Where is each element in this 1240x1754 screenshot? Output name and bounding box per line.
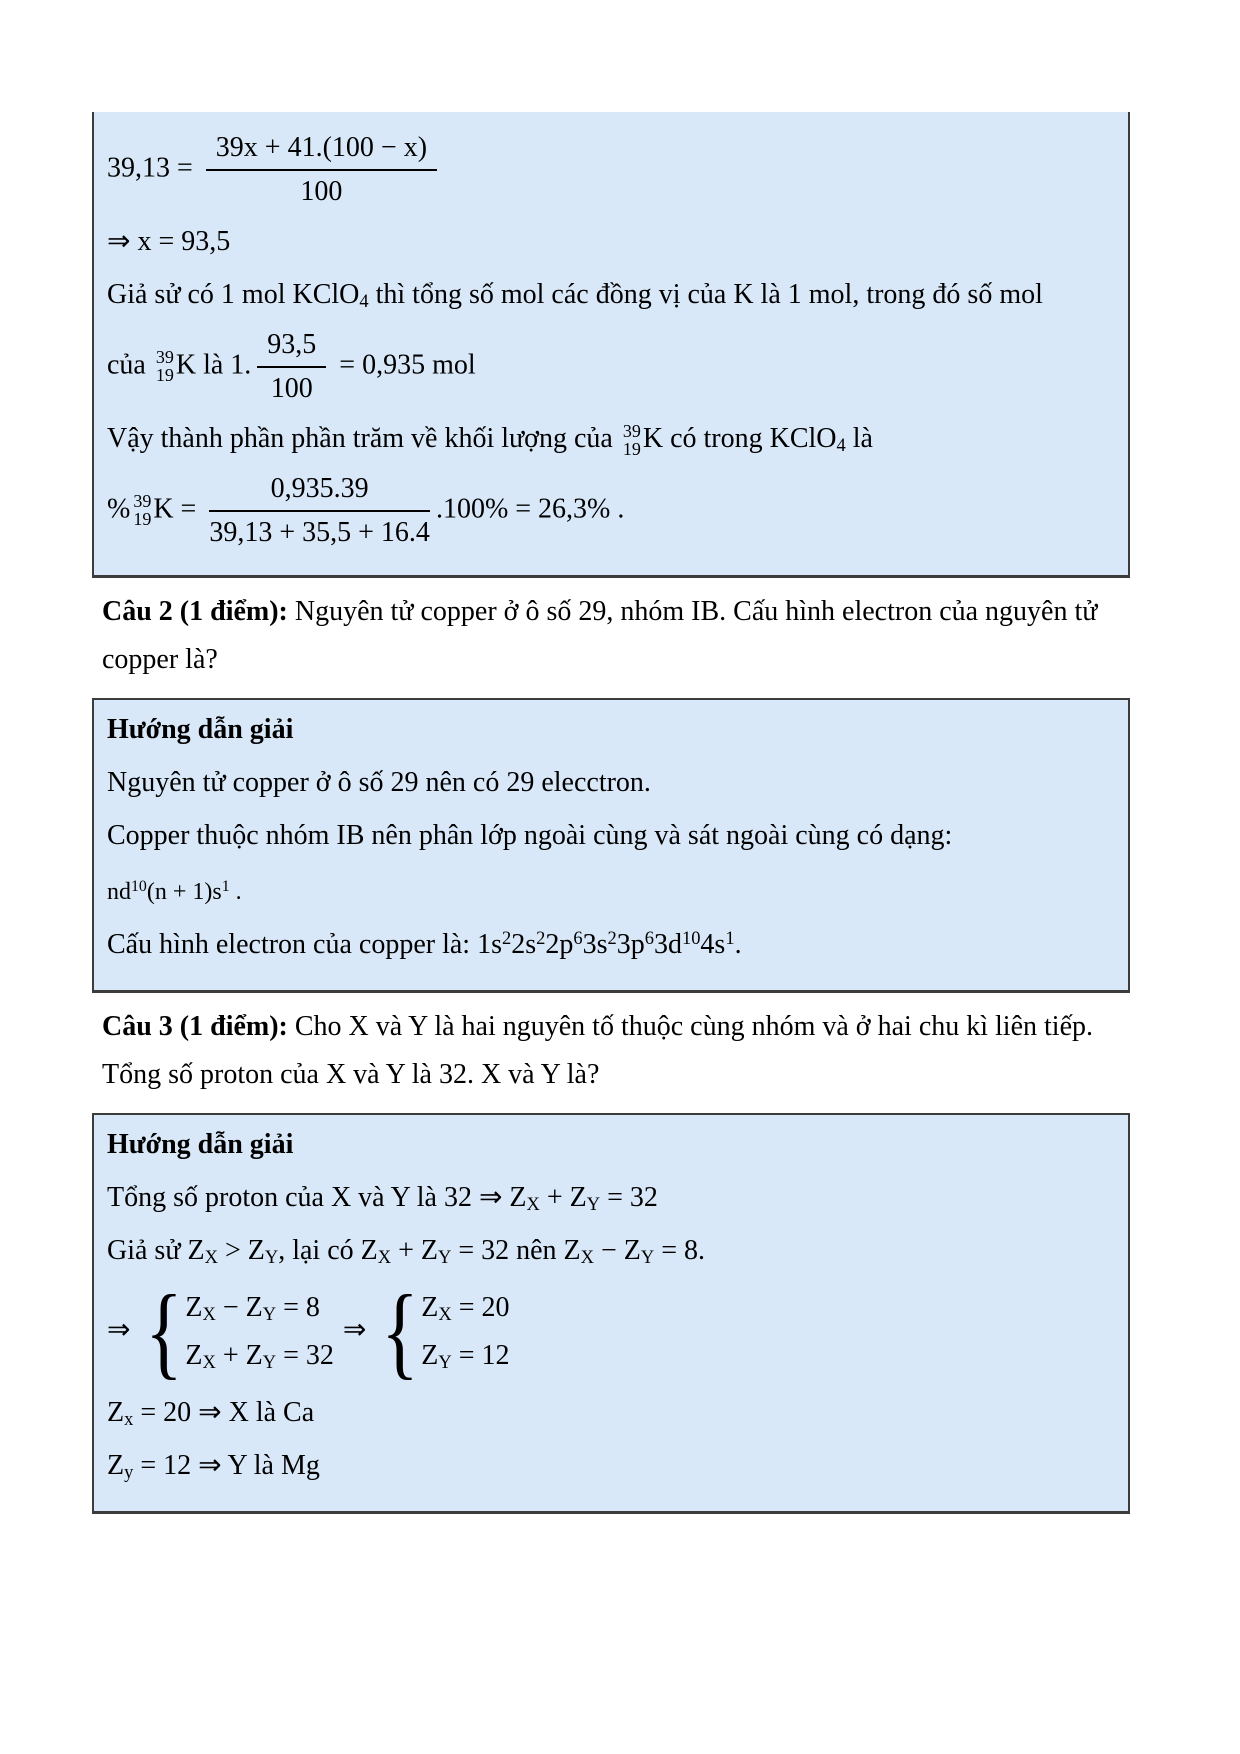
math-text: K là 1. [175,349,252,381]
math-text: + Z [539,1182,587,1213]
math-text: − Z [215,1292,263,1323]
math-text: > Z [217,1235,265,1266]
subscript: X [580,1247,594,1268]
numerator: 93,5 [257,328,326,368]
math-text: + Z [391,1235,438,1266]
formula-line [107,419,1114,459]
subscript: X [526,1194,540,1215]
math-text: = 32 [600,1182,658,1213]
denominator: 39,13 + 35,5 + 16.4 [209,517,430,548]
math-text: = 8 [276,1292,320,1323]
superscript: 10 [681,927,701,948]
superscript: 2 [607,927,617,948]
math-text: 2p [545,929,574,960]
formula-line [107,328,1114,406]
math-text: 4s [700,929,726,960]
solution-line [107,816,1114,856]
question-3-text: Cho X và Y là hai nguyên tố thuộc cùng nhóm và ở hai chu kì liên tiếp. Tổng số proton của X và Y là 32. X và Y là? [102,1011,1093,1090]
math-text: 3p [616,929,645,960]
formula-line [107,275,1114,315]
equation-rows [185,1284,334,1380]
solution-box-continued [92,112,1130,578]
math-text: .100% = 26,3% . [435,493,625,525]
math-text: 3d [653,929,682,960]
question-3-label: Câu 3 (1 điểm): [102,1011,288,1042]
numerator: 39x + 41.(100 − x) [206,131,437,171]
math-text: 39,13 = [107,152,200,184]
denominator: 100 [270,373,313,404]
math-text: Z [107,1450,125,1481]
subscript: Y [586,1194,601,1215]
mass-number: 39 [622,421,641,441]
atomic-number: 19 [622,439,641,459]
equation-row [421,1284,509,1332]
superscript: 2 [536,927,546,948]
math-text: Cấu hình electron của copper là: 1s [107,929,502,960]
math-text: Z [185,1340,203,1371]
equation-row [185,1332,334,1380]
curly-brace-icon: { [145,1274,184,1390]
atomic-number: 19 [155,365,174,386]
math-text: Tổng số proton của X và Y là 32 ⇒ Z [107,1182,527,1213]
math-text: % [107,493,131,525]
atomic-number: 19 [133,509,152,530]
math-text: Giả sử Z [107,1235,205,1266]
subscript: Y [640,1247,655,1268]
math-text: ⇒ [335,1314,374,1346]
math-text: = 0,935 mol [332,349,476,381]
formula-line [107,1231,1114,1271]
formula-line [107,472,1114,550]
superscript: 1 [221,878,230,896]
math-text: = 32 nên Z [451,1235,581,1266]
math-text: 2s [511,929,537,960]
equation-row [421,1332,509,1380]
fraction [257,328,326,406]
solution-header: Hướng dẫn giải [107,714,294,745]
isotope-notation [156,348,174,384]
subscript: X [202,1304,216,1325]
subscript: X [204,1247,218,1268]
subscript: Y [262,1304,277,1325]
document-page [92,112,1130,1514]
question-2 [102,588,1130,684]
formula-line [107,222,1114,262]
math-text: Z [421,1340,439,1371]
subscript: y [124,1462,134,1483]
math-text: + Z [215,1340,263,1371]
isotope-notation [623,422,641,458]
math-text: = 12 ⇒ Y là Mg [133,1450,320,1481]
question-2-text: Nguyên tử copper ở ô số 29, nhóm IB. Cấu hình electron của nguyên tử copper là? [102,596,1098,675]
math-text: nd [107,879,131,905]
math-text: = 32 [276,1340,334,1371]
subscript: Y [264,1247,279,1268]
subscript: x [124,1409,134,1430]
denominator: 100 [300,176,343,207]
question-2-label: Câu 2 (1 điểm): [102,596,288,627]
superscript: 2 [501,927,512,948]
math-text: của [107,349,153,381]
math-text: Giả sử có 1 mol KClO [107,279,360,310]
math-text: Nguyên tử copper ở ô số 29 nên có 29 elecctron. [107,767,651,798]
superscript: 1 [725,927,735,948]
subscript: X [377,1247,392,1268]
equation-rows [421,1284,509,1380]
formula-line [107,131,1114,209]
math-text: = 20 [451,1292,510,1323]
solution-header: Hướng dẫn giải [107,1129,294,1160]
math-text: ⇒ x = 93,5 [107,226,231,257]
subscript: 4 [359,291,369,312]
subscript: X [202,1352,216,1373]
subscript: Y [437,1247,452,1268]
isotope-notation [133,492,151,528]
question-3 [102,1003,1130,1099]
math-text: . [229,879,242,905]
math-text: Z [185,1292,203,1323]
mass-number: 39 [155,347,174,368]
formula-line [107,1393,1114,1433]
equation-row [185,1284,334,1332]
mass-number: 39 [133,491,152,512]
math-text: Vậy thành phần phần trăm về khối lượng của [107,423,620,454]
fraction [206,131,437,209]
math-text: , lại có Z [278,1235,378,1266]
curly-brace-icon: { [381,1274,420,1390]
math-text: − Z [594,1235,641,1266]
subscript: Y [438,1352,452,1373]
subscript: 4 [836,435,846,456]
subscript: X [438,1304,452,1325]
math-text: K = [153,493,204,525]
math-text: K có trong KClO [642,423,837,454]
math-text: Z [421,1292,439,1323]
math-text: = 20 ⇒ X là Ca [133,1397,315,1428]
math-text: 3s [582,929,608,960]
math-text: = 8. [654,1235,706,1266]
math-text: Copper thuộc nhóm IB nên phân lớp ngoài cùng và sát ngoài cùng có dạng: [107,820,953,851]
equation-system [139,1274,334,1390]
solution-line [107,925,1114,965]
formula-line [107,1178,1114,1218]
superscript: 6 [644,927,654,948]
equation-system-line [107,1274,1114,1390]
math-text: thì tổng số mol các đồng vị của K là 1 mol, trong đó số mol [368,279,1043,310]
solution-line [107,763,1114,803]
solution-box-question3 [92,1113,1130,1514]
solution-box-question2 [92,698,1130,993]
math-text: ⇒ [107,1314,138,1346]
superscript: 10 [131,878,147,896]
superscript: 6 [573,927,583,948]
math-text: . [734,929,742,960]
subscript: Y [262,1352,277,1373]
formula-line [107,872,1114,912]
math-text: (n + 1)s [146,879,222,905]
math-text: là [845,423,873,454]
equation-system [375,1274,510,1390]
formula-line [107,1446,1114,1486]
math-text: = 12 [451,1340,510,1371]
math-text: Z [107,1397,125,1428]
numerator: 0,935.39 [209,472,430,512]
fraction [209,472,430,550]
